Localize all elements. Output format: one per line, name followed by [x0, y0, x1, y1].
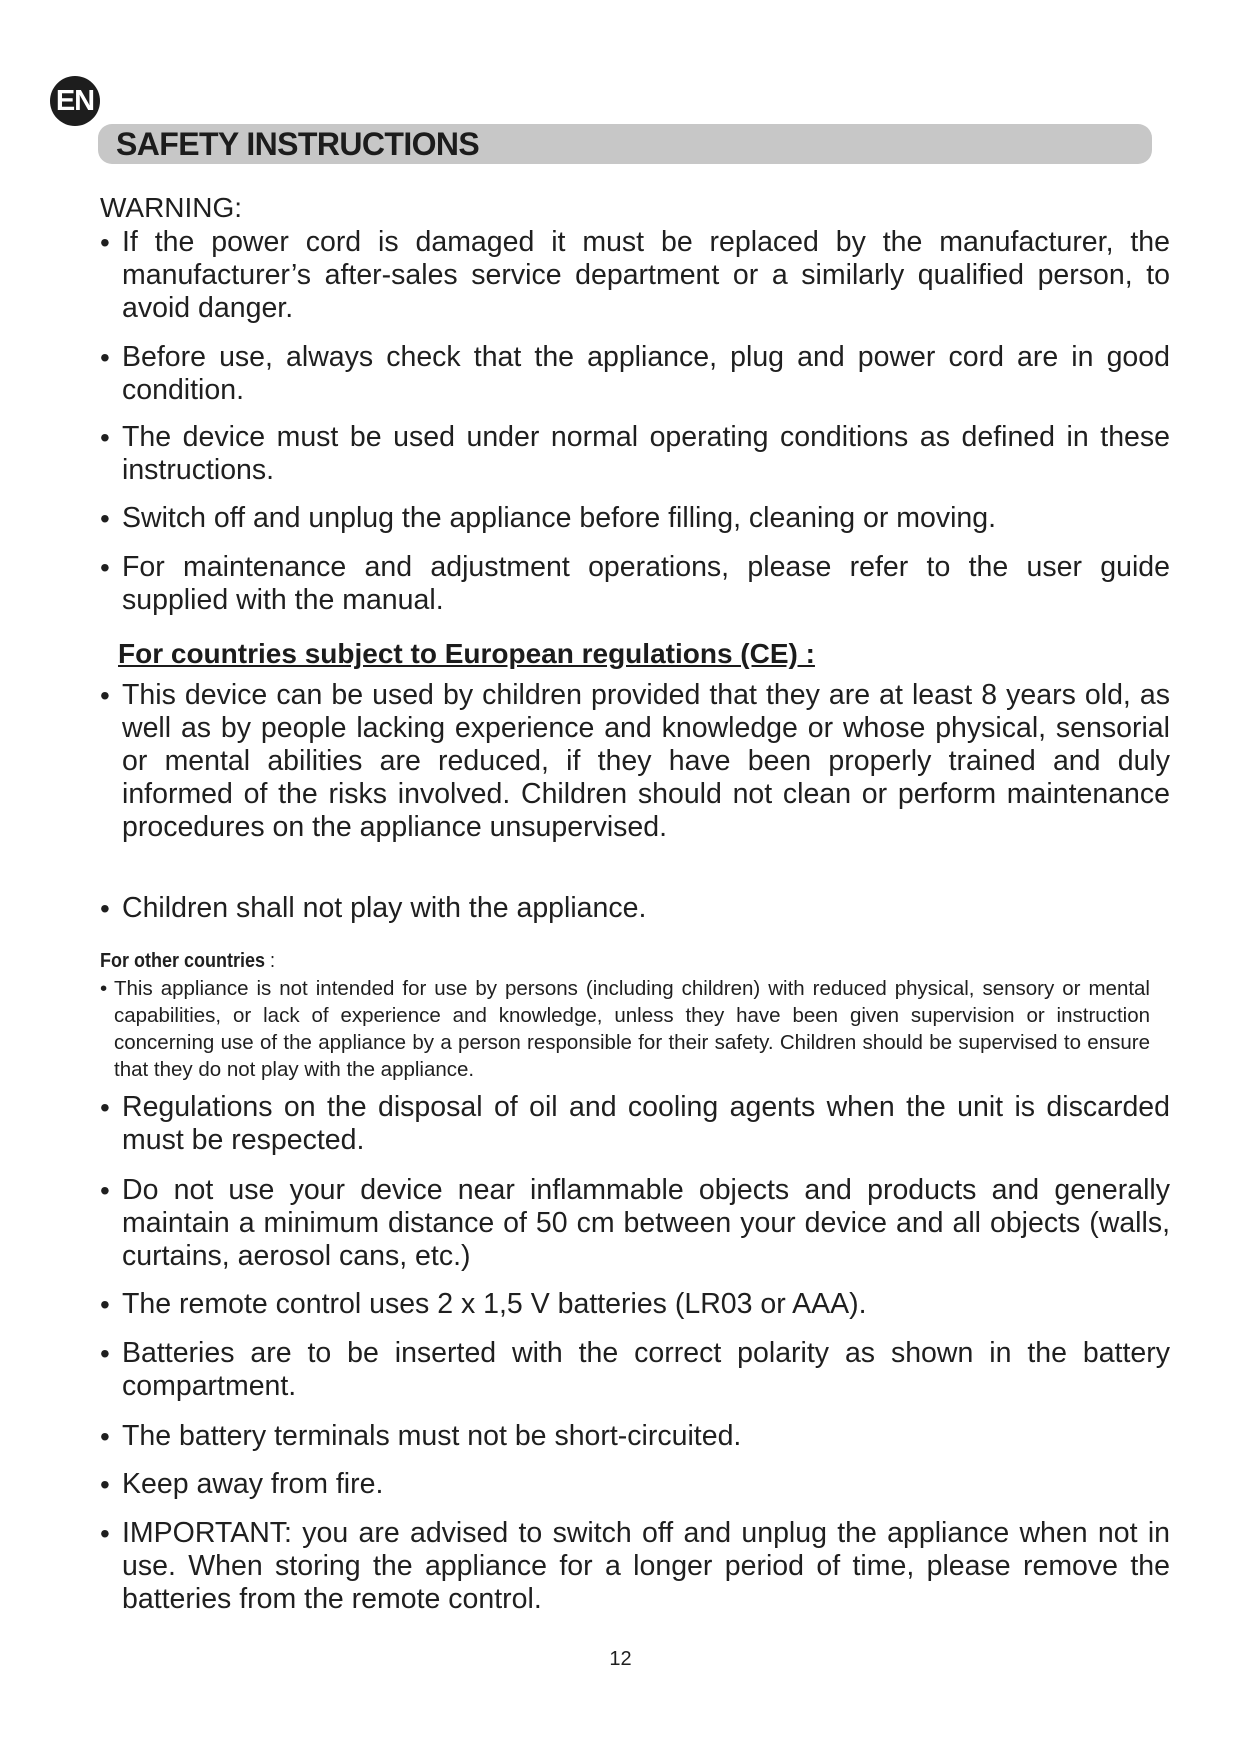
bullet: •	[100, 1092, 110, 1123]
list-item-text: Batteries are to be inserted with the correct polarity as shown in the battery compartment.	[122, 1337, 1170, 1402]
list-item	[100, 226, 1170, 325]
list-item-text: If the power cord is damaged it must be replaced by the manufacturer, the manufacturer’s after-sales service department or a similarly qualified person, to avoid danger.	[122, 226, 1170, 324]
other-countries-paragraph: This appliance is not intended for use by persons (including children) with reduced physical, sensory or mental capabilities, or lack of experience and knowledge, unless they have been given supervision or instruction concerning use of the appliance by a person responsible for their safety. Children should be supervised to ensure that they do not play with the appliance.	[114, 977, 1150, 1081]
list-item	[100, 421, 1170, 487]
list-item-text: Do not use your device near inflammable objects and products and generally maintain a minimum distance of 50 cm between your device and all objects (walls, curtains, aerosol cans, etc.)	[122, 1174, 1170, 1272]
bullet: •	[100, 552, 110, 583]
bullet: •	[100, 227, 110, 258]
list-item-text: IMPORTANT: you are advised to switch off and unplug the appliance when not in use. When storing the appliance for a longer period of time, please remove the batteries from the remote control.	[122, 1517, 1170, 1615]
list-item-text: The remote control uses 2 x 1,5 V batteries (LR03 or AAA).	[122, 1288, 867, 1320]
page-number: 12	[609, 1648, 632, 1670]
list-item-text: Switch off and unplug the appliance before filling, cleaning or moving.	[122, 502, 997, 534]
bullet: •	[100, 977, 108, 1000]
list-item	[100, 551, 1170, 617]
bullet: •	[100, 1338, 110, 1369]
bullet: •	[100, 1469, 110, 1500]
list-item-text: Before use, always check that the appliance, plug and power cord are in good condition.	[122, 341, 1170, 406]
other-countries-heading	[100, 950, 275, 973]
bullet: •	[100, 1421, 110, 1452]
other-countries-heading-text: For other countries	[100, 950, 266, 972]
bullet: •	[100, 342, 110, 373]
page-title: SAFETY INSTRUCTIONS	[116, 126, 480, 162]
list-item	[100, 1288, 1170, 1321]
bullet: •	[100, 1175, 110, 1206]
list-item-text: The device must be used under normal operating conditions as defined in these instructions.	[122, 421, 1170, 486]
list-item-text: The battery terminals must not be short-circuited.	[122, 1420, 742, 1452]
list-item-text: For maintenance and adjustment operations, please refer to the user guide supplied with the manual.	[122, 551, 1170, 616]
other-countries-text	[100, 975, 1150, 1083]
list-item	[100, 502, 1170, 535]
list-item-text: Regulations on the disposal of oil and cooling agents when the unit is discarded must be respected.	[122, 1091, 1170, 1156]
section-title-bar	[98, 124, 1152, 164]
list-item	[100, 1517, 1170, 1616]
list-item-text: This device can be used by children provided that they are at least 8 years old, as well as by people lacking experience and knowledge or whose physical, sensorial or mental abilities are reduced, if they have been properly trained and duly informed of the risks involved. Children should not clean or perform maintenance procedures on the appliance unsupervised.	[122, 679, 1170, 843]
list-item	[100, 341, 1170, 407]
bullet: •	[100, 1518, 110, 1549]
other-countries-heading-suffix: :	[265, 950, 276, 972]
bullet: •	[100, 680, 110, 711]
eu-section-heading: For countries subject to European regulations (CE) :	[118, 638, 815, 669]
bullet: •	[100, 1289, 110, 1320]
language-badge: EN	[50, 76, 100, 126]
bullet: •	[100, 893, 110, 924]
bullet: •	[100, 503, 110, 534]
list-item	[100, 1468, 1170, 1501]
list-item-text: Keep away from fire.	[122, 1468, 384, 1500]
list-item	[100, 1420, 1170, 1453]
list-item	[100, 1174, 1170, 1273]
warning-label: WARNING:	[100, 192, 243, 223]
bullet: •	[100, 422, 110, 453]
list-item	[100, 892, 1170, 925]
list-item	[100, 679, 1170, 844]
list-item-text: Children shall not play with the appliance.	[122, 892, 647, 924]
list-item	[100, 1091, 1170, 1157]
list-item	[100, 1337, 1170, 1403]
